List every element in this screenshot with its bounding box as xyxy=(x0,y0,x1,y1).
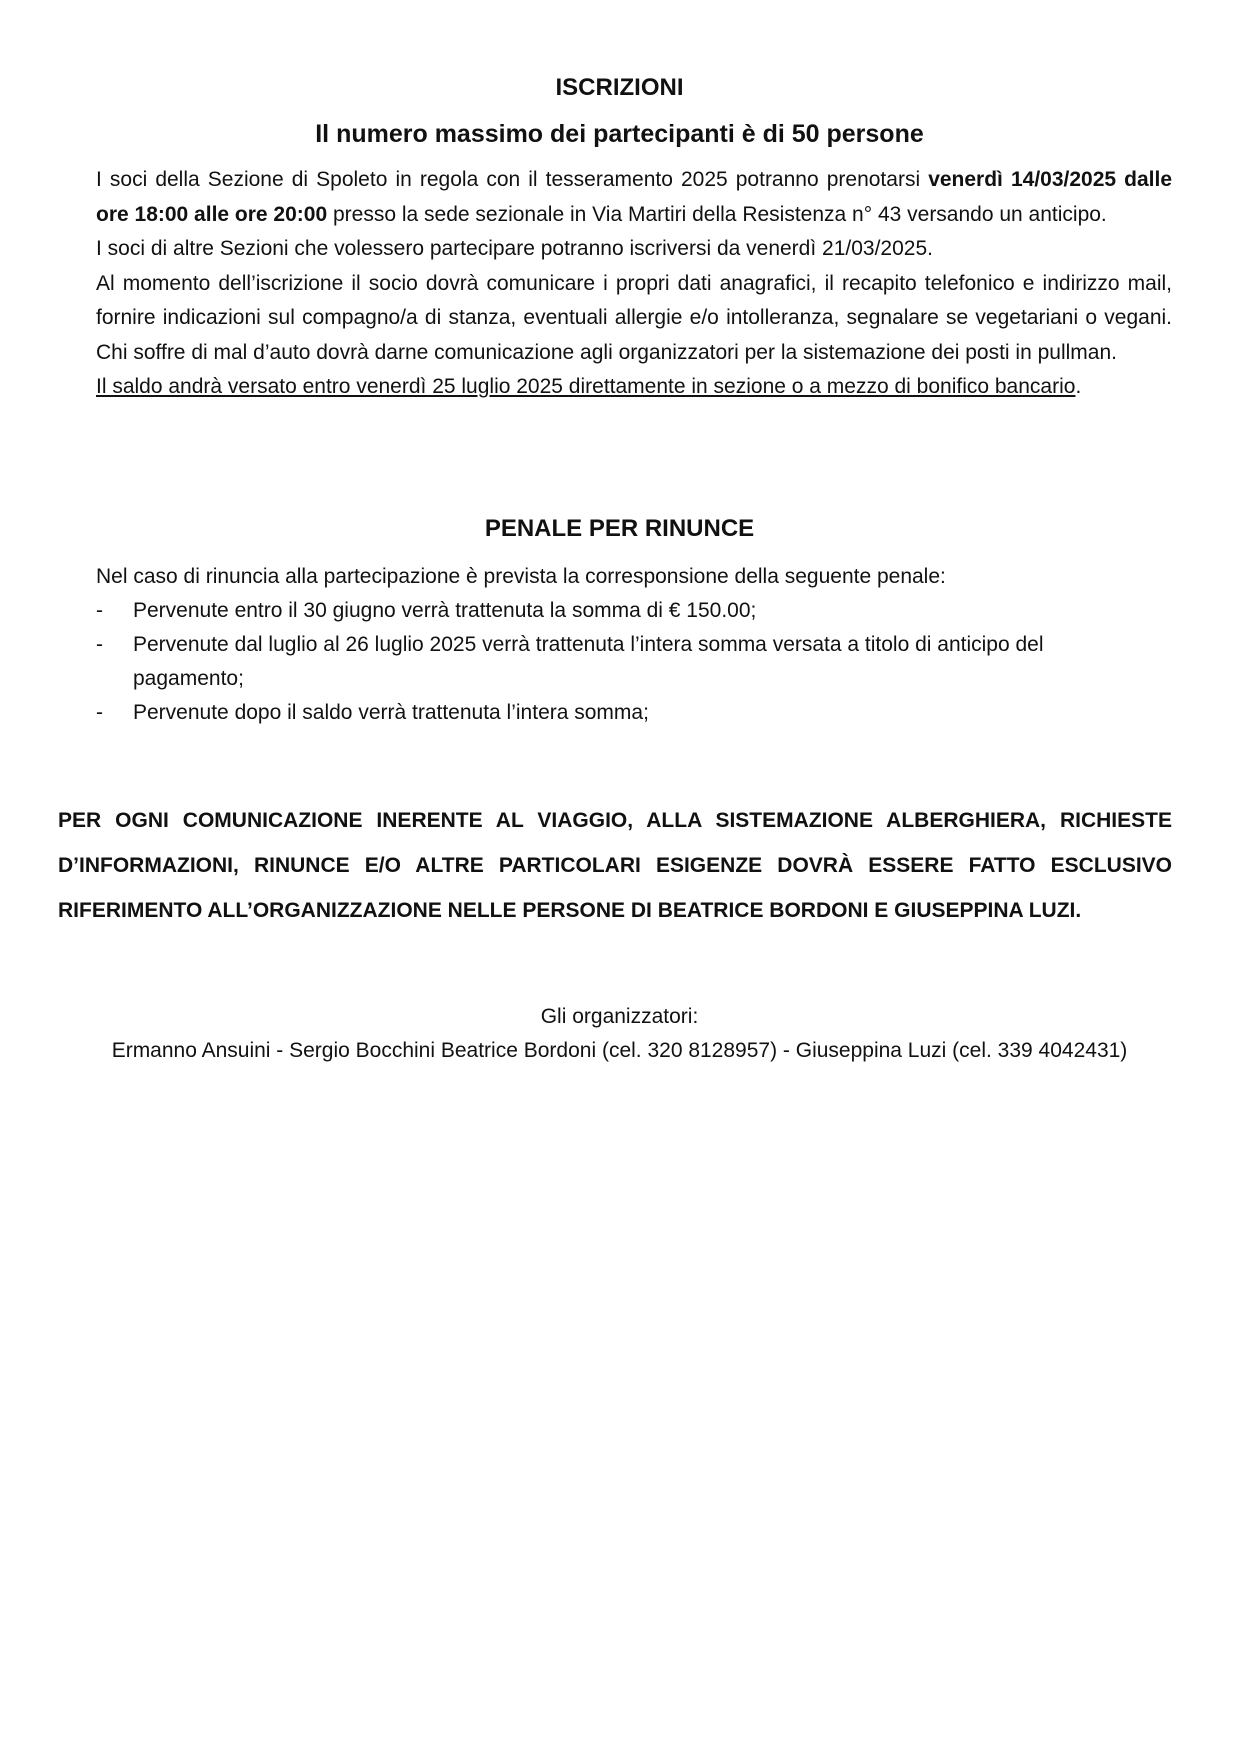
communication-notice: PER OGNI COMUNICAZIONE INERENTE AL VIAGGIO, ALLA SISTEMAZIONE ALBERGHIERA, RICHIESTE D’INFORMAZIONI, RINUNCE E/O ALTRE PARTICOLARI ESIGENZE DOVRÀ ESSERE FATTO ESCLUSIVO RIFERIMENTO ALL’ORGANIZZAZIONE NELLE PERSONE DI BEATRICE BORDONI E GIUSEPPINA LUZI. xyxy=(58,809,1172,922)
penale-item-text: Pervenute entro il 30 giugno verrà trattenuta la somma di € 150.00; xyxy=(133,599,757,622)
signature-block xyxy=(0,1000,1239,1068)
paragraph-registration-details: Al momento dell’iscrizione il socio dovrà comunicare i propri dati anagrafici, il recapito telefonico e indirizzo mail, fornire indicazioni sul compagno/a di stanza, eventuali allergie e/o intolleranza, segnalare se vegetariani o vegani. Chi soffre di mal d’auto dovrà darne comunicazione agli organizzatori per la sistemazione dei posti in pullman. xyxy=(96,271,1172,364)
organizers-label: Gli organizzatori: xyxy=(540,1005,699,1028)
bullet-dash: - xyxy=(96,633,103,656)
bullet-dash: - xyxy=(96,701,103,724)
list-item xyxy=(96,628,1156,696)
iscrizioni-heading: ISCRIZIONI xyxy=(555,74,684,101)
penale-list xyxy=(96,594,1156,730)
bullet-dash: - xyxy=(96,599,103,622)
organizers-names: Ermanno Ansuini - Sergio Bocchini Beatrice Bordoni (cel. 320 8128957) - Giuseppina Luzi (cel. 339 4042431) xyxy=(111,1039,1128,1062)
balance-deadline-underlined: Il saldo andrà versato entro venerdì 25 luglio 2025 direttamente in sezione o a mezzo di bonifico bancario xyxy=(96,375,1076,398)
list-item xyxy=(96,594,1156,628)
para1-text-a: I soci della Sezione di Spoleto in regola con il tesseramento 2025 potranno prenotarsi xyxy=(96,168,929,191)
penale-intro: Nel caso di rinuncia alla partecipazione è prevista la corresponsione della seguente penale: xyxy=(96,565,946,588)
penale-heading: PENALE PER RINUNCE xyxy=(484,515,755,542)
booking-date-time: venerdì 14/03/2025 dalle ore 18:00 alle ore 20:00 xyxy=(96,168,1172,226)
max-participants-heading: Il numero massimo dei partecipanti è di 50 persone xyxy=(315,120,924,148)
paragraph-other-sections: I soci di altre Sezioni che volessero partecipare potranno iscriversi da venerdì 21/03/2025. xyxy=(96,237,933,260)
list-item xyxy=(96,696,1156,730)
paragraph-spoleto-members xyxy=(96,163,1172,232)
penale-item-text: Pervenute dal luglio al 26 luglio 2025 verrà trattenuta l’intera somma versata a titolo di anticipo del pagamento; xyxy=(133,633,1044,690)
penale-item-text: Pervenute dopo il saldo verrà trattenuta l’intera somma; xyxy=(133,701,649,724)
para1-text-b: presso la sede sezionale in Via Martiri della Resistenza n° 43 versando un anticipo. xyxy=(327,202,1107,226)
balance-period: . xyxy=(1075,375,1082,398)
iscrizioni-body xyxy=(96,163,1172,405)
paragraph-balance xyxy=(96,370,1172,405)
